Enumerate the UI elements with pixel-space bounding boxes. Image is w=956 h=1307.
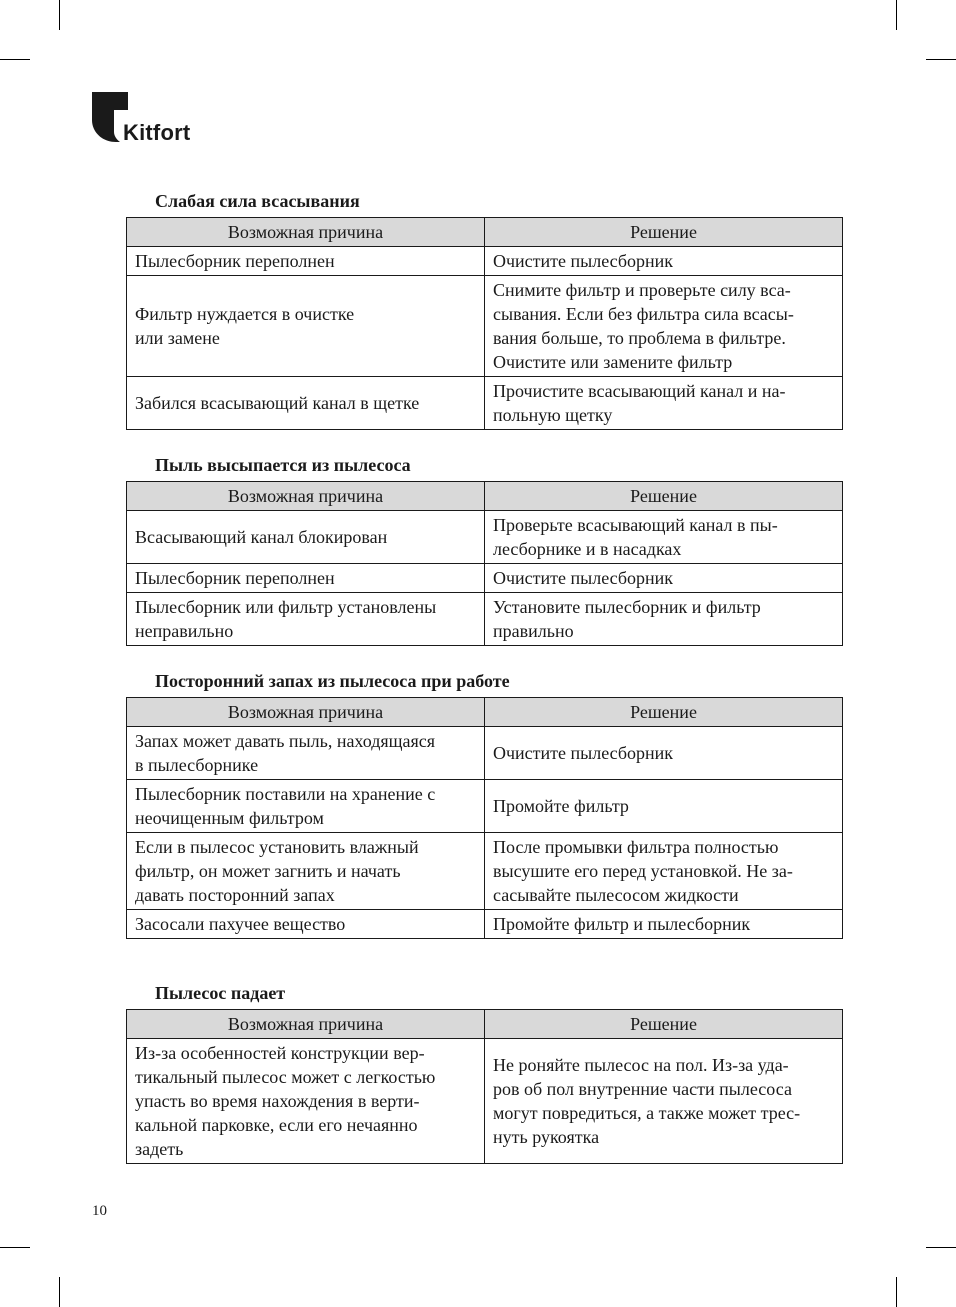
table-row	[127, 247, 843, 276]
solution-cell: Снимите фильтр и проверьте силу вса- сывания. Если без фильтра сила всасы- вания больше, то проблема в фильтре. Очистите или замените фильтр	[485, 276, 843, 377]
section-title: Посторонний запах из пылесоса при работе	[155, 671, 510, 691]
section-title: Пыль высыпается из пылесоса	[155, 455, 411, 475]
page-number: 10	[92, 1203, 107, 1219]
troubleshooting-table	[126, 697, 843, 939]
table-row	[127, 593, 843, 646]
cause-cell: Всасывающий канал блокирован	[127, 511, 485, 564]
cause-cell: Фильтр нуждается в очистке или замене	[127, 276, 485, 377]
table-row	[127, 780, 843, 833]
cause-cell: Пылесборник переполнен	[127, 564, 485, 593]
cause-cell: Забился всасывающий канал в щетке	[127, 377, 485, 430]
cause-cell: Пылесборник поставили на хранение с неочищенным фильтром	[127, 780, 485, 833]
column-header-cause: Возможная причина	[127, 1010, 485, 1039]
brand-name: Kitfort	[123, 120, 191, 145]
crop-mark	[0, 1247, 30, 1248]
cause-cell: Из-за особенностей конструкции вер- тикальный пылесос может с легкостью упасть во время нахождения в верти- кальной парковке, если его нечаянно задеть	[127, 1039, 485, 1164]
solution-cell: Очистите пылесборник	[485, 564, 843, 593]
column-header-cause: Возможная причина	[127, 218, 485, 247]
crop-mark	[926, 59, 956, 60]
crop-mark	[926, 1247, 956, 1248]
cause-cell: Засосали пахучее вещество	[127, 910, 485, 939]
section-title: Слабая сила всасывания	[155, 191, 360, 211]
troubleshooting-table	[126, 217, 843, 430]
table-header-row	[127, 482, 843, 511]
table-row	[127, 727, 843, 780]
column-header-solution: Решение	[485, 698, 843, 727]
section-title: Пылесос падает	[155, 983, 286, 1003]
solution-cell: Прочистите всасывающий канал и на- польную щетку	[485, 377, 843, 430]
solution-cell: Проверьте всасывающий канал в пы- лесборнике и в насадках	[485, 511, 843, 564]
troubleshooting-table	[126, 1009, 843, 1164]
table-row	[127, 833, 843, 910]
solution-cell: Очистите пылесборник	[485, 247, 843, 276]
column-header-cause: Возможная причина	[127, 482, 485, 511]
cause-cell: Запах может давать пыль, находящаяся в пылесборнике	[127, 727, 485, 780]
solution-cell: Промойте фильтр	[485, 780, 843, 833]
solution-cell: Очистите пылесборник	[485, 727, 843, 780]
table-header-row	[127, 218, 843, 247]
troubleshooting-table	[126, 481, 843, 646]
crop-mark	[59, 1277, 60, 1307]
column-header-solution: Решение	[485, 482, 843, 511]
cause-cell: Если в пылесос установить влажный фильтр, он может загнить и начать давать посторонний запах	[127, 833, 485, 910]
solution-cell: Не роняйте пылесос на пол. Из-за уда- ров об пол внутренние части пылесоса могут повредиться, а также может трес- нуть рукоятка	[485, 1039, 843, 1164]
table-row	[127, 377, 843, 430]
table-row	[127, 276, 843, 377]
column-header-solution: Решение	[485, 218, 843, 247]
table-row	[127, 910, 843, 939]
crop-mark	[896, 0, 897, 30]
solution-cell: После промывки фильтра полностью высушите его перед установкой. Не за- сасывайте пылесосом жидкости	[485, 833, 843, 910]
solution-cell: Промойте фильтр и пылесборник	[485, 910, 843, 939]
table-header-row	[127, 698, 843, 727]
table-row	[127, 564, 843, 593]
table-row	[127, 1039, 843, 1164]
solution-cell: Установите пылесборник и фильтр правильно	[485, 593, 843, 646]
crop-mark	[896, 1277, 897, 1307]
cause-cell: Пылесборник переполнен	[127, 247, 485, 276]
crop-mark	[59, 0, 60, 30]
column-header-solution: Решение	[485, 1010, 843, 1039]
table-header-row	[127, 1010, 843, 1039]
crop-mark	[0, 59, 30, 60]
cause-cell: Пылесборник или фильтр установлены неправильно	[127, 593, 485, 646]
column-header-cause: Возможная причина	[127, 698, 485, 727]
table-row	[127, 511, 843, 564]
